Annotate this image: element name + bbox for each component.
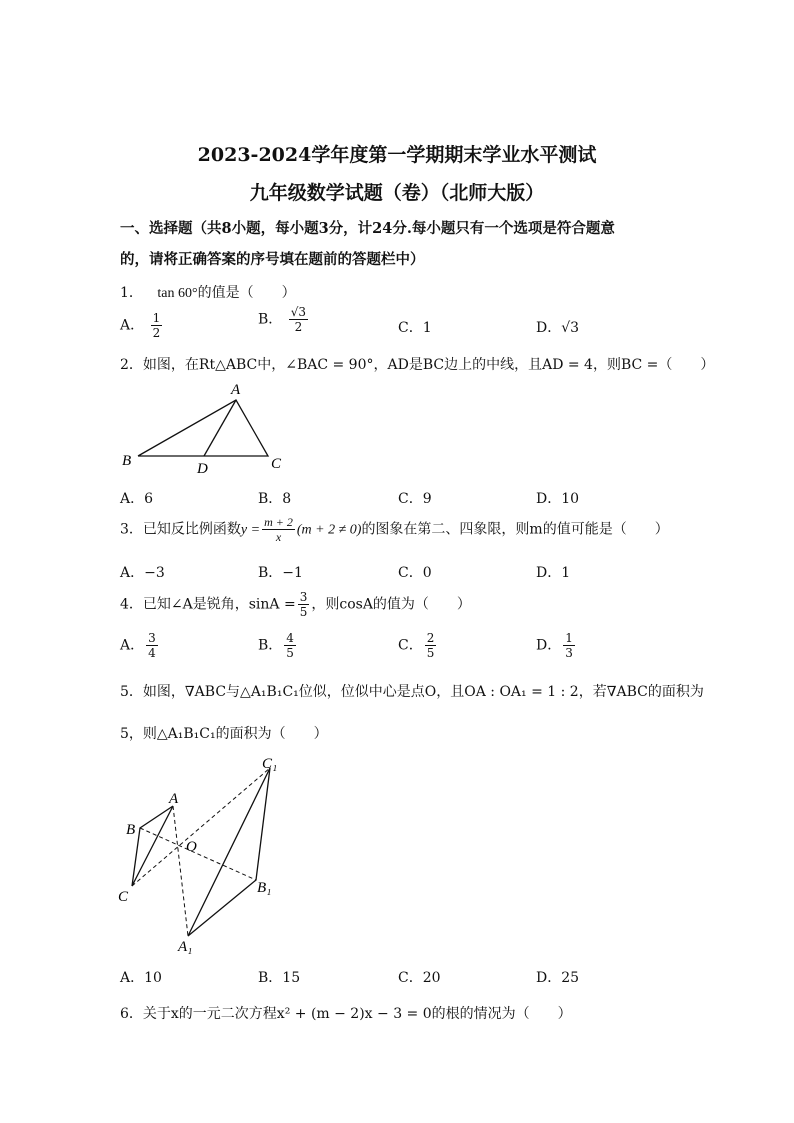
triangle-abc bbox=[132, 806, 173, 886]
q4-option-a: A． $\frac{3}{4}$ bbox=[120, 631, 156, 660]
q5-option-a: A．10 bbox=[120, 970, 162, 986]
q4-option-c: C． $\frac{2}{5}$ bbox=[398, 631, 435, 660]
label-b: B bbox=[122, 453, 132, 469]
q3-option-c: C．0 bbox=[398, 565, 432, 581]
line-a-a1 bbox=[173, 806, 188, 936]
question-text: 的值是（ ） bbox=[197, 285, 296, 301]
question-5-stem-line2: 5，则△A₁B₁C₁的面积为（ ） bbox=[120, 726, 328, 742]
math-expression: tan 60° bbox=[157, 286, 198, 301]
triangle-abc bbox=[138, 400, 268, 456]
label-d: D bbox=[197, 461, 208, 476]
question-4-stem: 4．已知∠A是锐角，sinA = $\frac{3}{5}$ ，则cosA的值为（ ） bbox=[120, 590, 471, 619]
fraction: $\frac{1}{2}$ bbox=[152, 311, 161, 340]
label-a: A bbox=[231, 382, 241, 398]
label-c: C bbox=[118, 889, 129, 905]
q2-option-d: D．10 bbox=[536, 491, 580, 507]
question-number: 1． bbox=[120, 285, 143, 301]
q2-option-b: B．8 bbox=[258, 491, 292, 507]
triangle-a1b1c1 bbox=[188, 768, 270, 936]
question-6-stem: 6．关于x的一元二次方程x² + (m − 2)x − 3 = 0的根的情况为（ ） bbox=[120, 1006, 572, 1022]
section-heading-line2: 的，请将正确答案的序号填在题前的答题栏中） bbox=[120, 251, 425, 268]
question-2-stem: 2．如图，在Rt△ABC中，∠BAC = 90°，AD是BC边上的中线，且AD = 4，则BC =（ ） bbox=[120, 357, 715, 373]
q1-option-a: A． $\frac{1}{2}$ bbox=[120, 311, 161, 340]
q4-option-b: B． $\frac{4}{5}$ bbox=[258, 631, 294, 660]
label-o: O bbox=[186, 839, 197, 855]
fraction: $\frac{1}{3}$ bbox=[565, 631, 573, 660]
label-a1: A₁ bbox=[178, 939, 193, 955]
label-b: B bbox=[126, 822, 136, 838]
fraction: $\frac{√3}{2}$ bbox=[290, 305, 307, 334]
q3-option-b: B．−1 bbox=[258, 565, 303, 581]
exam-subtitle: 九年级数学试题（卷）（北师大版） bbox=[249, 182, 545, 204]
q3-option-d: D．1 bbox=[536, 565, 571, 581]
q1-option-b: B． $\frac{√3}{2}$ bbox=[258, 305, 307, 334]
section-heading-line1: 一、选择题（共8小题，每小题3分，计24分.每小题只有一个选项是符合题意 bbox=[120, 220, 615, 237]
fraction: $\frac{4}{5}$ bbox=[286, 631, 294, 660]
line-c-c1 bbox=[132, 768, 270, 886]
label-c: C bbox=[271, 456, 282, 472]
fraction: $\frac{m + 2}{x}$ bbox=[264, 515, 293, 544]
q4-option-d: D． $\frac{1}{3}$ bbox=[536, 631, 573, 660]
q2-option-c: C．9 bbox=[398, 491, 432, 507]
fraction: $\frac{3}{4}$ bbox=[148, 631, 156, 660]
question-5-stem-line1: 5．如图，∇ABC与△A₁B₁C₁位似，位似中心是点O，且OA : OA₁ = 1 : 2，若∇ABC的面积为 bbox=[120, 684, 704, 700]
label-b1: B₁ bbox=[257, 880, 272, 896]
fraction: $\frac{3}{5}$ bbox=[299, 590, 308, 619]
question-1-stem bbox=[120, 282, 296, 302]
label-c1: C₁ bbox=[262, 756, 278, 772]
question-3-stem: 3．已知反比例函数y = $\frac{m + 2}{x}$ (m + 2 ≠ 0)的图象在第二、四象限，则m的值可能是（ ） bbox=[120, 515, 669, 544]
q5-homothety-figure bbox=[112, 752, 292, 962]
q2-option-a: A．6 bbox=[120, 491, 154, 507]
q2-triangle-figure bbox=[118, 378, 298, 476]
q3-option-a: A．−3 bbox=[120, 565, 165, 581]
q5-option-c: C．20 bbox=[398, 970, 441, 986]
label-a: A bbox=[169, 791, 179, 807]
exam-title: 2023-2024学年度第一学期期末学业水平测试 bbox=[197, 144, 597, 166]
fraction: $\frac{2}{5}$ bbox=[426, 631, 435, 660]
q1-option-c: C．1 bbox=[398, 320, 432, 336]
q5-option-d: D．25 bbox=[536, 970, 580, 986]
q1-option-d: D．√3 bbox=[536, 320, 580, 336]
q5-option-b: B．15 bbox=[258, 970, 301, 986]
